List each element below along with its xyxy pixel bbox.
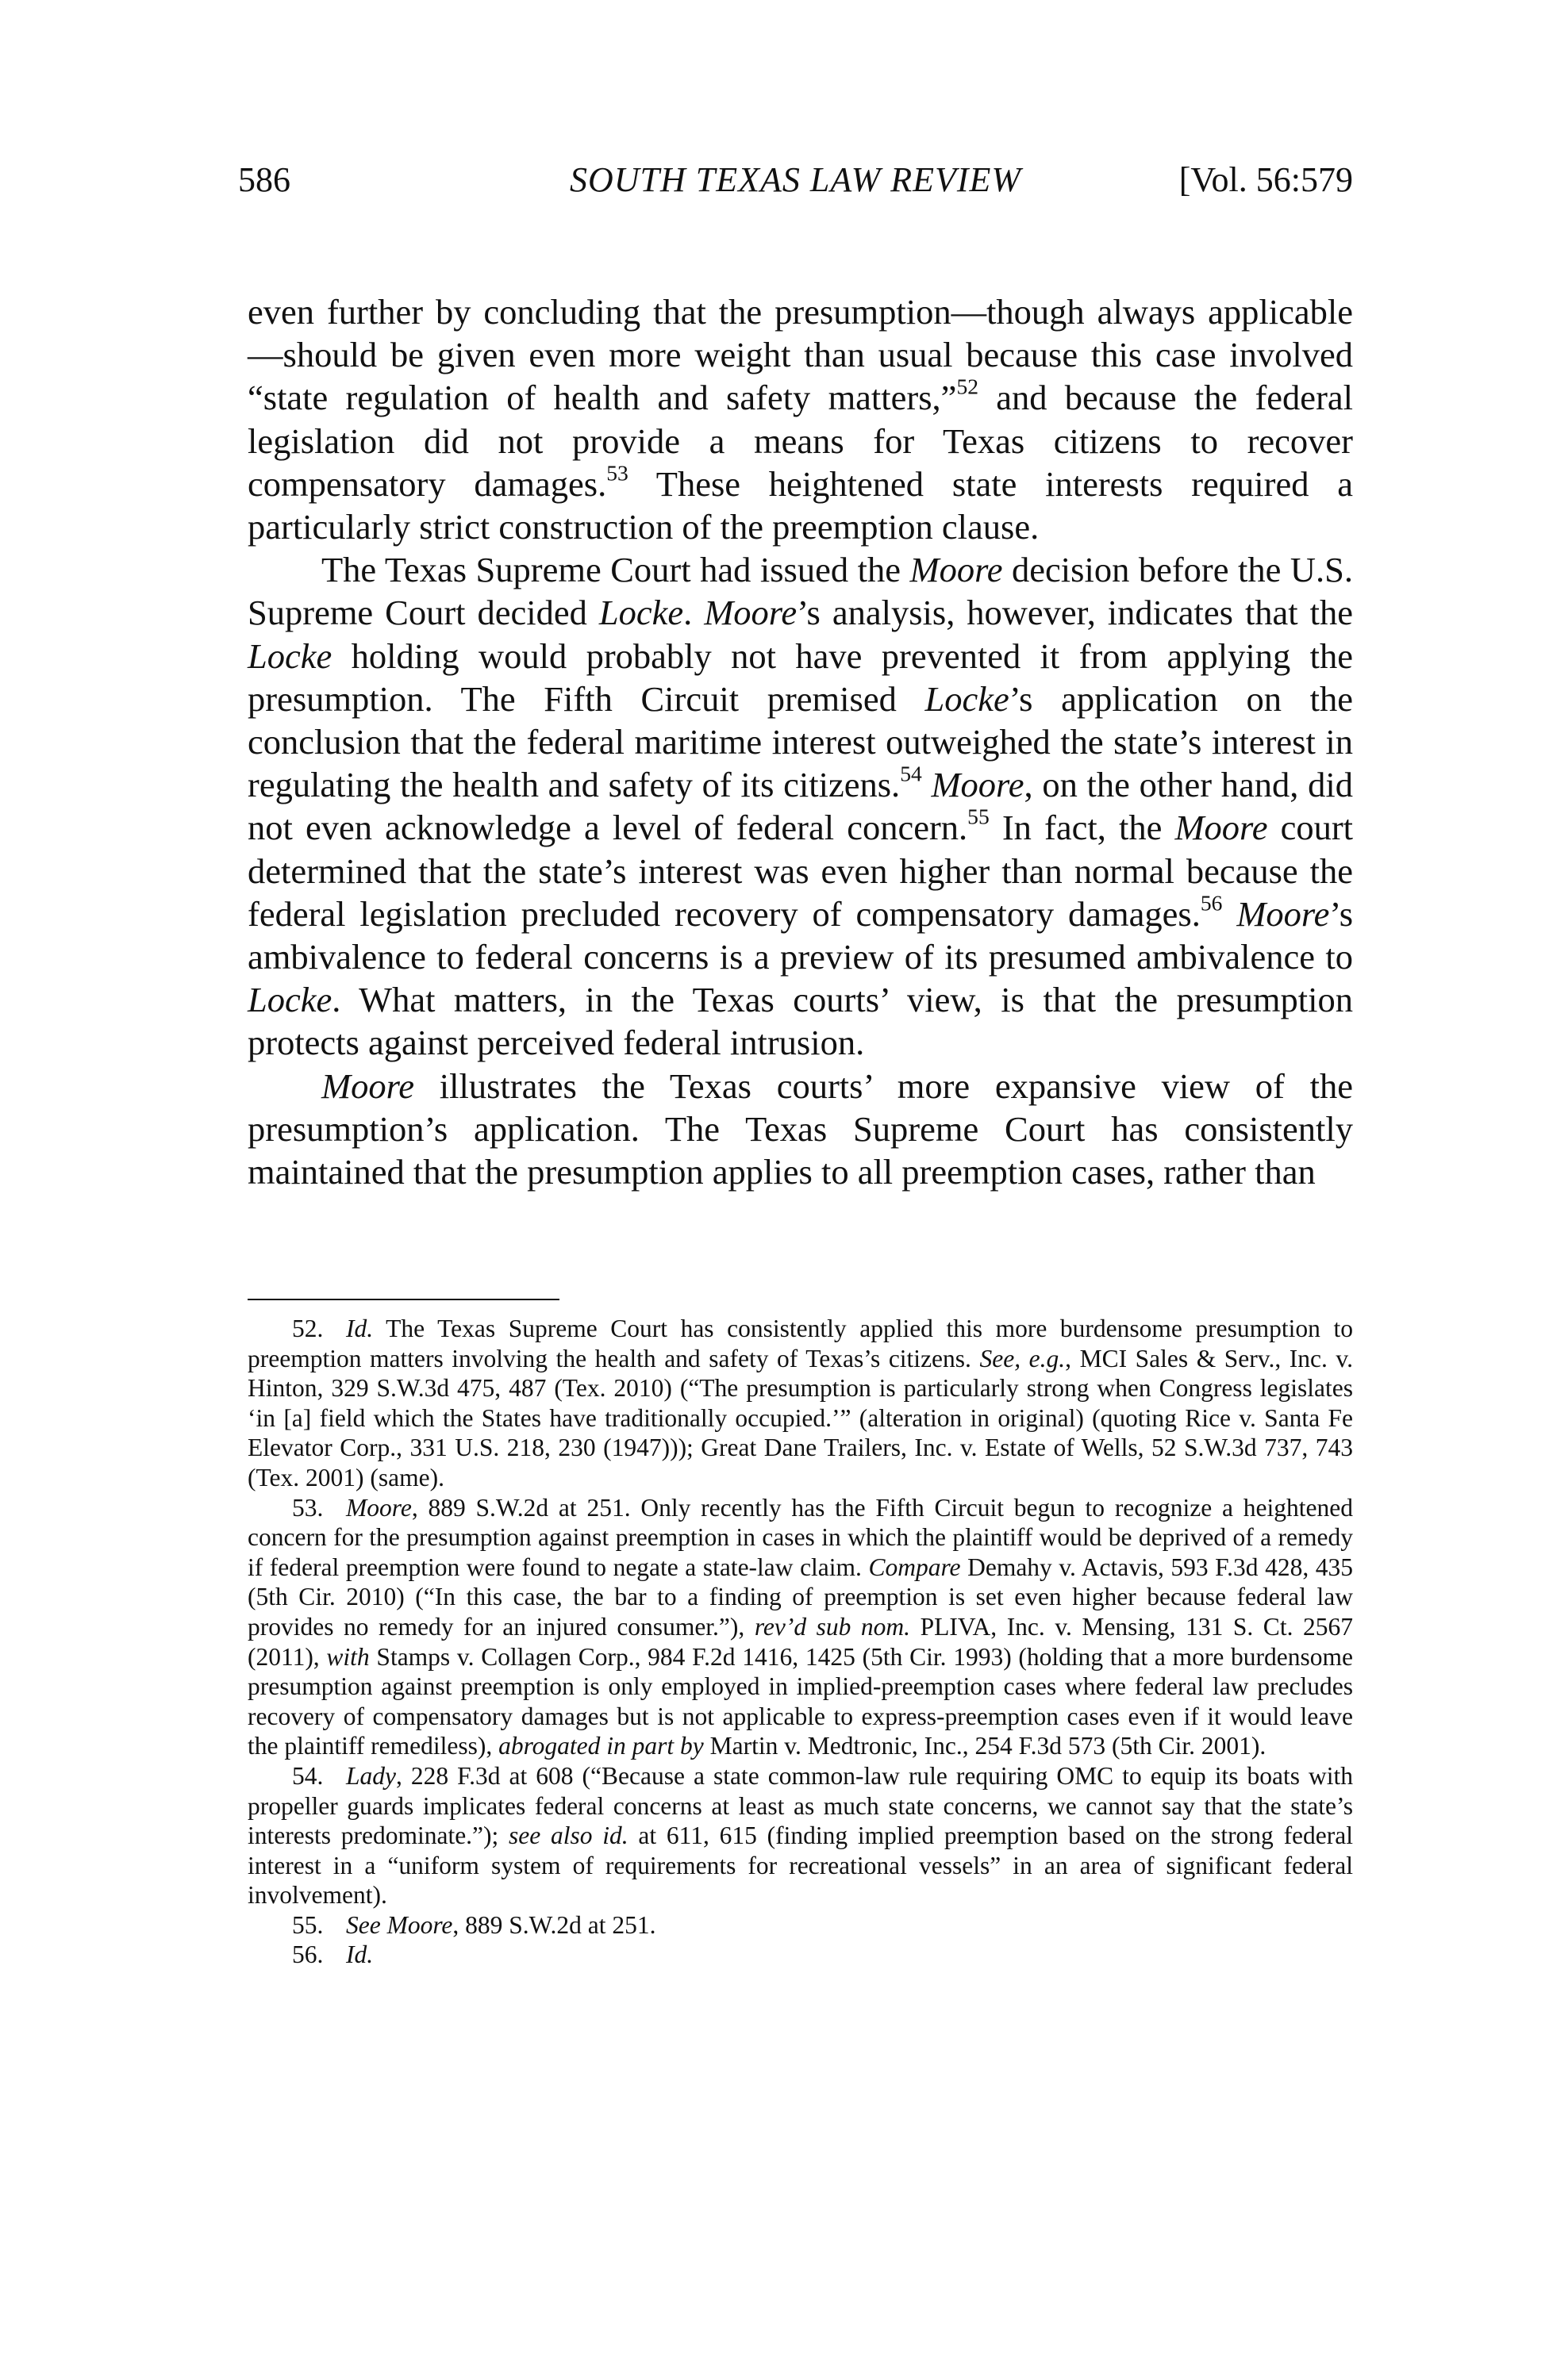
text-run: . What matters, in the Texas courts’ view, is that the presumption protects against perceived federal intrusion.	[248, 980, 1353, 1063]
case-name: Moore	[1236, 893, 1330, 934]
case-name: Locke	[598, 593, 684, 633]
text-run: , 889 S.W.2d at 251. Only recently has the Fifth Circuit begun to recognize a heightened concern for the presumption against preemption in cases in which the plaintiff would be deprived of a remedy if federal preemption were found to negate a state-law claim.	[248, 1493, 1353, 1581]
case-name: Locke	[924, 678, 1009, 719]
footnote-52	[248, 1314, 1353, 1493]
signal-text: See, e.g.	[979, 1344, 1066, 1372]
signal-text: See Moore	[346, 1910, 453, 1939]
paragraph-2	[248, 548, 1353, 1064]
paragraph-1	[248, 290, 1353, 548]
text-run: and because the federal legislation did not provide a means for Texas citizens to recover compensatory damages.	[248, 378, 1353, 504]
footnotes	[248, 1314, 1353, 1970]
journal-title: SOUTH TEXAS LAW REVIEW	[569, 160, 1022, 199]
text-run: , 228 F.3d at 608 (“Because a state common-law rule requiring OMC to equip its boats with propeller guards implicates federal concerns at least as much state concerns, we cannot say that the state’s interests predominate.”);	[248, 1761, 1353, 1850]
text-run: , MCI Sales & Serv., Inc. v. Hinton, 329 S.W.3d 475, 487 (Tex. 2010) (“The presumption is particularly strong when Congress legislates ‘in [a] field which the States have traditionally occupied.’” (alteration in original) (quoting Rice v. Santa Fe Elevator Corp., 331 U.S. 218, 230 (1947))); Great Dane Trailers, Inc. v. Estate of Wells, 52 S.W.3d 737, 743 (Tex. 2001) (same).	[248, 1344, 1353, 1491]
text-run: decision before the U.S. Supreme Court decided	[248, 550, 1353, 633]
footnote-ref-55[interactable]: 55	[967, 804, 990, 830]
text-run: , 889 S.W.2d at 251.	[452, 1910, 656, 1939]
text-run: at 611, 615 (finding implied preemption based on the strong federal interest in a “uniform system of requirements for recreational vessels” in an area of significant federal involvement).	[248, 1821, 1353, 1910]
text-run: The Texas Supreme Court has consistently applied this more burdensome presumption to preemption matters involving the health and safety of Texas’s citizens.	[248, 1315, 1353, 1372]
text-run: These heightened state interests required a particularly strict construction of the preemption clause.	[248, 463, 1353, 547]
footnote-number: 52.	[292, 1315, 324, 1342]
text-run: PLIVA, Inc. v. Mensing, 131 S. Ct. 2567 (2011),	[248, 1612, 1353, 1671]
footnote-number: 53.	[292, 1493, 324, 1522]
signal-text: rev’d sub nom.	[754, 1612, 911, 1641]
case-name: Locke	[248, 980, 332, 1020]
case-name: Moore	[321, 1065, 414, 1106]
footnote-number: 55.	[292, 1910, 324, 1939]
signal-text: abrogated in part by	[498, 1732, 704, 1760]
footnote-separator	[248, 1299, 559, 1300]
signal-text: see also id.	[509, 1821, 628, 1850]
text-run: ’s analysis, however, indicates that the	[797, 593, 1353, 633]
case-name: Moore	[909, 550, 1003, 590]
paragraph-3	[248, 1065, 1353, 1194]
text-run: In fact, the	[989, 808, 1175, 848]
signal-text: Id.	[346, 1315, 374, 1342]
text-run: court determined that the state’s interest was even higher than normal because the federal legislation precluded recovery of compensatory damages.	[248, 808, 1353, 934]
signal-text: with	[326, 1642, 370, 1671]
signal-text: Id.	[346, 1940, 374, 1969]
footnote-number: 56.	[292, 1940, 324, 1969]
text-run: Martin v. Medtronic, Inc., 254 F.3d 573 (5th Cir. 2001).	[703, 1732, 1266, 1760]
running-header	[238, 152, 1353, 208]
case-name: Moore	[1174, 808, 1268, 848]
footnote-ref-54[interactable]: 54	[900, 761, 922, 786]
footnote-54	[248, 1761, 1353, 1910]
footnote-ref-56[interactable]: 56	[1200, 890, 1223, 916]
signal-text: Lady	[346, 1761, 396, 1790]
text-run	[1222, 894, 1236, 934]
text-run: holding would probably not have prevented it from applying the presumption. The Fifth Circuit premised	[248, 635, 1353, 719]
text-run: even further by concluding that the presumption—though always applicable—should be given even more weight than usual because this case involved “state regulation of health and safety matters,”	[248, 292, 1353, 418]
footnote-55	[248, 1910, 1353, 1940]
footnote-53	[248, 1493, 1353, 1761]
text-run: Stamps v. Collagen Corp., 984 F.2d 1416, 1425 (5th Cir. 1993) (holding that a more burdensome presumption against preemption is only employed in implied-preemption cases where federal law precludes recovery of compensatory damages but is not applicable to express-preemption cases even if it would leave the plaintiff remediless),	[248, 1642, 1354, 1760]
signal-text: Compare	[868, 1553, 961, 1581]
case-name: Locke	[248, 635, 332, 676]
text-run	[922, 765, 932, 804]
volume-citation: [Vol. 56:579	[1178, 160, 1353, 199]
text-run: illustrates the Texas courts’ more expansive view of the presumption’s application. The Texas Supreme Court has consistently maintained that the presumption applies to all preemption cases, rather than	[248, 1065, 1353, 1192]
text-run: .	[683, 593, 705, 633]
footnote-number: 54.	[292, 1761, 324, 1790]
text-run: , on the other hand, did not even acknowledge a level of federal concern.	[248, 765, 1353, 848]
text-run: ’s ambivalence to federal concerns is a preview of its presumed ambivalence to	[248, 893, 1354, 977]
footnote-ref-52[interactable]: 52	[956, 374, 979, 400]
footnote-56	[248, 1940, 1353, 1970]
text-run: The Texas Supreme Court had issued the	[321, 550, 910, 590]
footnote-ref-53[interactable]: 53	[606, 460, 628, 486]
case-name: Moore	[931, 765, 1024, 805]
text-run: Demahy v. Actavis, 593 F.3d 428, 435 (5th Cir. 2010) (“In this case, the bar to a finding of preemption is set even higher because federal law provides no remedy for an injured consumer.”),	[248, 1553, 1353, 1641]
main-text	[248, 290, 1353, 1193]
signal-text: Moore	[346, 1493, 412, 1522]
text-run: ’s application on the conclusion that the federal maritime interest outweighed the state’s interest in regulating the health and safety of its citizens.	[248, 678, 1353, 805]
page-number: 586	[238, 160, 290, 199]
case-name: Moore	[704, 593, 798, 633]
